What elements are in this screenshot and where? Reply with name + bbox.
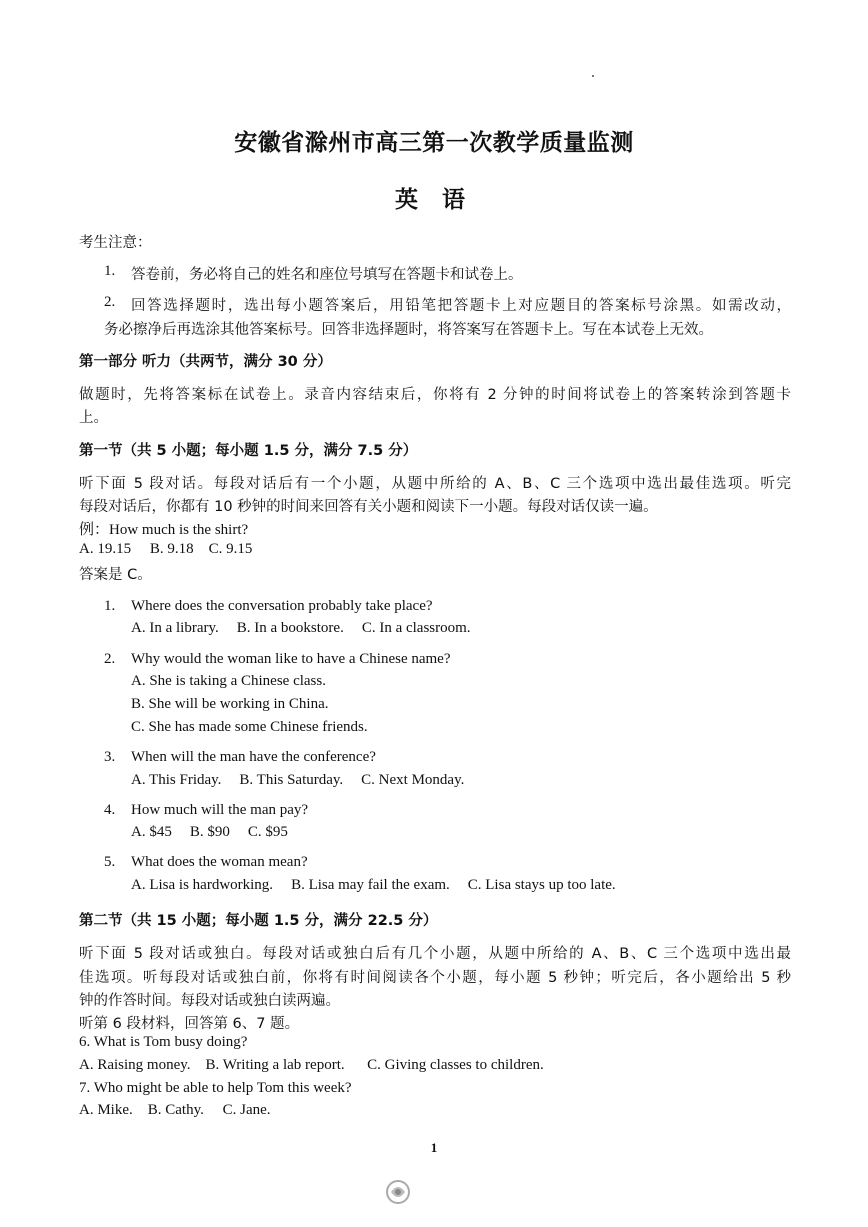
option-c: C. She has made some Chinese friends. [131, 719, 368, 735]
question-number: 4. [104, 802, 116, 818]
notice-item-text-cont: 务必擦净后再选涂其他答案标号。回答非选择题时，将答案写在答题卡上。写在本试卷上无效。 [104, 322, 713, 338]
question-number: 3. [104, 749, 116, 765]
notice-item-number: 2. [104, 294, 116, 310]
question-text: 7. Who might be able to help Tom this week? [79, 1080, 352, 1096]
page-number: 1 [430, 1140, 438, 1155]
option-a: A. In a library. [131, 620, 219, 636]
option-a: A. This Friday. [131, 772, 222, 788]
question-number: 5. [104, 854, 116, 870]
question-number: 2. [104, 651, 116, 667]
question-text: When will the man have the conference? [131, 749, 376, 765]
example-question: 例：How much is the shirt? [79, 522, 249, 538]
section2-instructions-cont: 佳选项。听每段对话或独白前，你将有时间阅读各个小题，每小题 5 秒钟；听完后，各小题给出 5 秒 [79, 970, 791, 986]
section2-instructions: 听下面 5 段对话或独白。每段对话或独白后有几个小题，从题中所给的 A、B、C 三个选项中选出最 [79, 946, 791, 962]
notice-heading: 考生注意： [79, 235, 152, 251]
section2-instructions-cont: 钟的作答时间。每段对话或独白读两遍。 [79, 993, 340, 1009]
question-options [131, 877, 634, 894]
section1-heading: 第一节（共 5 小题；每小题 1.5 分，满分 7.5 分） [79, 443, 418, 459]
question-text: What does the woman mean? [131, 854, 308, 870]
question-text: Why would the woman like to have a Chinese name? [131, 651, 451, 667]
watermark-logo-icon [383, 1177, 413, 1207]
part1-instructions: 做题时，先将答案标在试卷上。录音内容结束后，你将有 2 分钟的时间将试卷上的答案转涂到答题卡 [79, 387, 791, 403]
option-b: B. This Saturday. [239, 772, 344, 788]
option-b: B. Lisa may fail the exam. [291, 877, 450, 893]
question-options [131, 620, 489, 637]
notice-item-number: 1. [104, 263, 116, 279]
option-a: A. She is taking a Chinese class. [131, 673, 326, 689]
exam-title: 安徽省滁州市高三第一次教学质量监测 [234, 130, 634, 156]
part1-heading: 第一部分 听力（共两节，满分 30 分） [79, 354, 332, 370]
question-text: Where does the conversation probably take place? [131, 598, 433, 614]
option-c: C. Lisa stays up too late. [467, 877, 616, 893]
option-a: A. Lisa is hardworking. [131, 877, 274, 893]
option-c: C. $95 [247, 824, 288, 840]
question-options [131, 772, 482, 789]
question-options: A. Raising money. B. Writing a lab report. C. Giving classes to children. [79, 1057, 544, 1073]
material-instruction: 听第 6 段材料，回答第 6、7 题。 [79, 1016, 300, 1032]
question-text: 6. What is Tom busy doing? [79, 1034, 248, 1050]
example-answer: 答案是 C。 [79, 567, 152, 583]
option-c: C. Next Monday. [361, 772, 465, 788]
option-b: B. She will be working in China. [131, 696, 329, 712]
option-c: C. In a classroom. [361, 620, 471, 636]
example-options: A. 19.15 B. 9.18 C. 9.15 [79, 541, 253, 557]
question-text: How much will the man pay? [131, 802, 309, 818]
subject-title: 英 语 [394, 187, 473, 213]
option-b: B. In a bookstore. [236, 620, 344, 636]
section2-heading: 第二节（共 15 小题；每小题 1.5 分，满分 22.5 分） [79, 913, 438, 929]
notice-item-text: 答卷前，务必将自己的姓名和座位号填写在答题卡和试卷上。 [131, 267, 523, 283]
section1-instructions: 听下面 5 段对话。每段对话后有一个小题，从题中所给的 A、B、C 三个选项中选出最佳选项。听完 [79, 476, 791, 492]
question-number: 1. [104, 598, 116, 614]
option-a: A. $45 [131, 824, 172, 840]
option-b: B. $90 [189, 824, 230, 840]
section1-instructions-cont: 每段对话后，你都有 10 秒钟的时间来回答有关小题和阅读下一小题。每段对话仅读一遍。 [79, 499, 658, 515]
question-options [131, 824, 306, 841]
scan-speck [592, 75, 594, 77]
notice-item-text: 回答选择题时，选出每小题答案后，用铅笔把答题卡上对应题目的答案标号涂黑。如需改动， [131, 298, 791, 314]
question-options: A. Mike. B. Cathy. C. Jane. [79, 1102, 271, 1118]
part1-instructions-cont: 上。 [79, 410, 108, 426]
